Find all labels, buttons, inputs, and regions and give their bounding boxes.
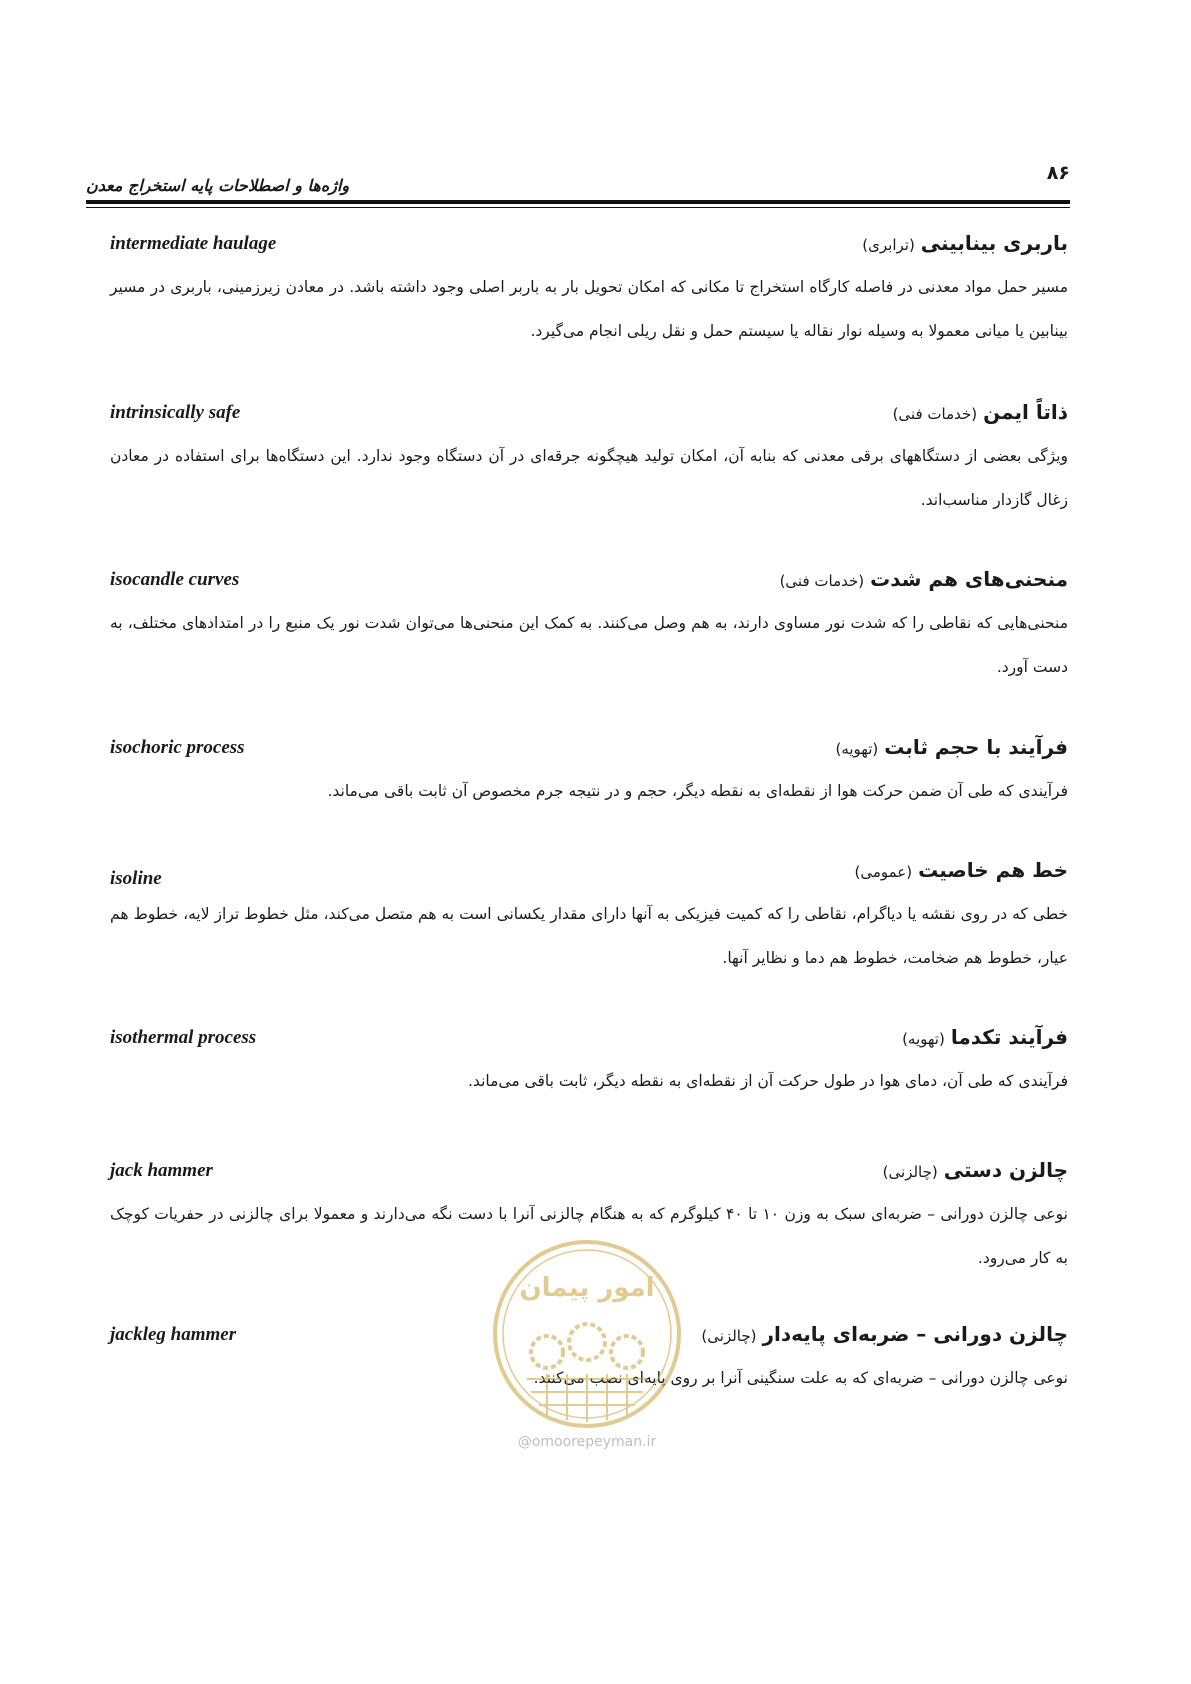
term-english: jackleg hammer xyxy=(110,1324,237,1345)
header-rule-thick xyxy=(86,200,1070,204)
entry-heading xyxy=(110,735,1068,769)
header-rule-thin xyxy=(86,207,1070,208)
page-number: ۸۶ xyxy=(1046,162,1070,184)
glossary-entry xyxy=(110,231,1068,353)
watermark xyxy=(487,1234,687,1464)
term-definition: نوعی چالزن دورانی – ضربه‌ای که به علت سنگینی آنرا بر روی پایه‌ای نصب می‌کنند. xyxy=(533,1369,1068,1387)
term-persian xyxy=(862,231,1068,255)
term-category: (چالزنی) xyxy=(882,1163,938,1181)
term-persian-word: چالزن دستی xyxy=(943,1158,1068,1182)
entry-heading xyxy=(110,567,1068,601)
term-persian-word: ذاتاً ایمن xyxy=(983,400,1068,424)
glossary-entry xyxy=(110,858,1068,980)
term-english: intrinsically safe xyxy=(110,402,241,423)
entry-heading xyxy=(110,858,1068,892)
term-english: isochoric process xyxy=(110,737,245,758)
term-category: (عمومی) xyxy=(854,863,913,881)
term-persian xyxy=(902,1025,1068,1049)
term-category: (خدمات فنی) xyxy=(892,405,978,423)
term-category: (تهویه) xyxy=(835,740,879,758)
term-persian xyxy=(780,567,1068,591)
entry-heading xyxy=(110,231,1068,265)
term-persian xyxy=(835,735,1068,759)
glossary-entry xyxy=(110,735,1068,813)
entry-heading xyxy=(110,1025,1068,1059)
glossary-entry xyxy=(110,400,1068,522)
term-english: isothermal process xyxy=(110,1027,257,1048)
watermark-logo xyxy=(487,1234,687,1434)
term-english: intermediate haulage xyxy=(110,233,277,254)
entry-heading xyxy=(110,1158,1068,1192)
page-header xyxy=(86,160,1070,220)
term-category: (تهویه) xyxy=(902,1030,945,1048)
term-persian-word: فرآیند تکدما xyxy=(950,1025,1068,1049)
term-persian xyxy=(701,1322,1068,1346)
term-definition: فرآیندی که طی آن ضمن حرکت هوا از نقطه‌ای به نقطه دیگر، حجم و در نتیجه جرم مخصوص آن ثابت باقی می‌ماند. xyxy=(327,782,1068,800)
term-definition: منحنی‌هایی که نقاطی را که شدت نور مساوی دارند، به هم وصل می‌کنند. به کمک این منحنی‌ها می‌توان شدت نور یک منبع را در امتدادهای مختلف، به دست آورد. xyxy=(110,614,1068,676)
watermark-logo-text: امور پیمان xyxy=(519,1273,655,1303)
term-category: (چالزنی) xyxy=(701,1327,757,1345)
term-definition: ویژگی بعضی از دستگاههای برقی معدنی که بنابه آن، امکان تولید هیچگونه جرقه‌ای در آن دستگاه وجود ندارد. این دستگاه‌ها برای استفاده در معادن زغال گازدار مناسب‌اند. xyxy=(110,447,1068,509)
entry-heading xyxy=(110,400,1068,434)
term-category: (ترابری) xyxy=(862,236,915,254)
term-definition: مسیر حمل مواد معدنی در فاصله کارگاه استخراج تا مکانی که امکان تحویل بار به باربر اصلی وجود داشته باشد. در معادن زیرزمینی، باربری در مسیر بینابین یا میانی معمولا به وسیله نوار نقاله یا سیستم حمل و نقل ریلی انجام می‌گیرد. xyxy=(110,278,1068,340)
term-definition: نوعی چالزن دورانی – ضربه‌ای سبک به وزن ۱۰ تا ۴۰ کیلوگرم که به هنگام چالزنی آنرا با دست نگه می‌دارند و معمولا برای چالزنی در حفریات کوچک به کار می‌رود. xyxy=(110,1205,1068,1267)
term-english: jack hammer xyxy=(110,1160,213,1181)
watermark-site: @omoorepeyman.ir xyxy=(517,1434,657,1450)
term-persian xyxy=(883,1158,1068,1182)
term-category: (خدمات فنی) xyxy=(779,572,865,590)
glossary-entry xyxy=(110,567,1068,689)
term-persian-word: منحنی‌های هم شدت xyxy=(870,567,1068,591)
running-title: واژه‌ها و اصطلاحات پایه استخراج معدن xyxy=(86,176,350,195)
term-english: isocandle curves xyxy=(110,569,240,590)
glossary-entry xyxy=(110,1025,1068,1103)
term-persian xyxy=(893,400,1068,424)
term-persian xyxy=(854,858,1068,882)
term-persian-word: خط هم خاصیت xyxy=(918,858,1068,882)
term-persian-word: چالزن دورانی – ضربه‌ای پایه‌دار xyxy=(762,1322,1068,1346)
term-persian-word: باربری بینابینی xyxy=(920,231,1068,255)
term-definition: خطی که در روی نقشه یا دیاگرام، نقاطی را که کمیت فیزیکی به آنها دارای مقدار یکسانی است به هم متصل می‌کند، مثل خطوط تراز لایه، خطوط هم عیار، خطوط هم ضخامت، خطوط هم دما و نظایر آنها. xyxy=(110,905,1068,967)
term-definition: فرآیندی که طی آن، دمای هوا در طول حرکت آن از نقطه‌ای به نقطه دیگر، ثابت باقی می‌ماند. xyxy=(468,1072,1068,1090)
term-english: isoline xyxy=(110,868,162,889)
term-persian-word: فرآیند با حجم ثابت xyxy=(884,735,1068,759)
